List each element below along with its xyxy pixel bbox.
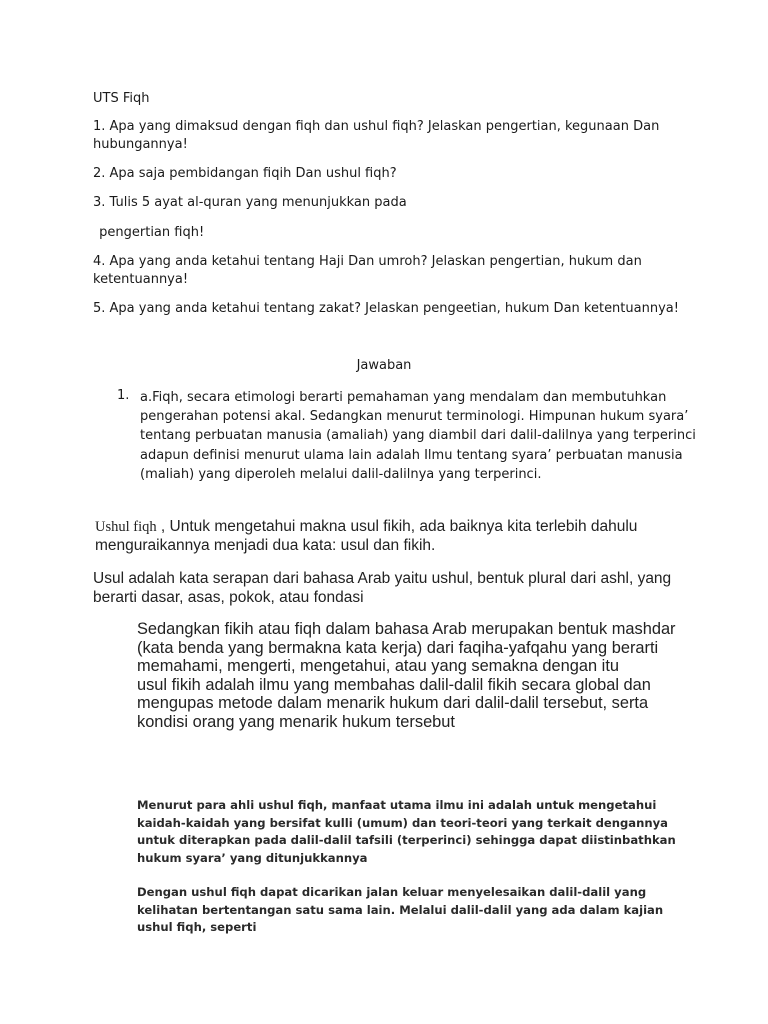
question-5: 5. Apa yang anda ketahui tentang zakat? Jelaskan pengeetian, hukum Dan ketentuannya! xyxy=(93,301,679,316)
answer-1-text: a.Fiqh, secara etimologi berarti pemahaman yang mendalam dan membutuhkan pengerahan potensi akal. Sedangkan menurut terminologi. Himpunan hukum syara’ tentang perbuatan manusia (amaliah) yang diambil dari dalil-dalilnya yang terperinci adapun definisi menurut ulama lain adalah Ilmu tentang syara’ perbuatan manusia (maliah) yang diperoleh melalui dalil-dalilnya yang terperinci. xyxy=(140,390,696,482)
ushul-fiqh-term: Ushul fiqh xyxy=(95,519,157,535)
jalan-keluar-paragraph: Dengan ushul fiqh dapat dicarikan jalan keluar menyelesaikan dalil-dalil yang kelihatan bertentangan satu sama lain. Melalui dalil-dalil yang ada dalam kajian ushul fiqh, seperti xyxy=(137,885,664,934)
answer-1-number: 1. xyxy=(117,388,130,403)
ushul-fiqh-text: , Untuk mengetahui makna usul fikih, ada baiknya kita terlebih dahulu menguraikannya menjadi dua kata: usul dan fikih. xyxy=(95,518,638,554)
ushul-fiqh-paragraph xyxy=(95,518,695,555)
definition-paragraph: usul fikih adalah ilmu yang membahas dalil-dalil fikih secara global dan mengupas metode dalam menarik hukum dari dalil-dalil tersebut, serta kondisi orang yang menarik hukum tersebut xyxy=(137,675,651,731)
manfaat-paragraph: Menurut para ahli ushul fiqh, manfaat utama ilmu ini adalah untuk mengetahui kaidah-kaidah yang bersifat kulli (umum) dan teori-teori yang terkait dengannya untuk diterapkan pada dalil-dalil tafsili (terperinci) sehingga dapat diistinbathkan hukum syara’ yang ditunjukkannya xyxy=(137,798,676,865)
document-title: UTS Fiqh xyxy=(93,91,150,106)
usul-paragraph: Usul adalah kata serapan dari bahasa Arab yaitu ushul, bentuk plural dari ashl, yang berarti dasar, asas, pokok, atau fondasi xyxy=(93,570,672,606)
question-1: 1. Apa yang dimaksud dengan fiqh dan ushul fiqh? Jelaskan pengertian, kegunaan Dan hubungannya! xyxy=(93,119,660,152)
fikih-block xyxy=(137,620,697,731)
answers-heading: Jawaban xyxy=(356,358,412,373)
question-4: 4. Apa yang anda ketahui tentang Haji Dan umroh? Jelaskan pengertian, hukum dan ketentuannya! xyxy=(93,254,642,287)
fikih-paragraph: Sedangkan fikih atau fiqh dalam bahasa Arab merupakan bentuk mashdar (kata benda yang bermakna kata kerja) dari faqiha-yafqahu yang berarti memahami, mengerti, mengetahui, atau yang semakna dengan itu xyxy=(137,620,676,675)
question-2: 2. Apa saja pembidangan fiqih Dan ushul fiqh? xyxy=(93,166,397,181)
question-3: 3. Tulis 5 ayat al-quran yang menunjukkan pada xyxy=(93,195,407,210)
question-3-continued: pengertian fiqh! xyxy=(95,225,205,240)
